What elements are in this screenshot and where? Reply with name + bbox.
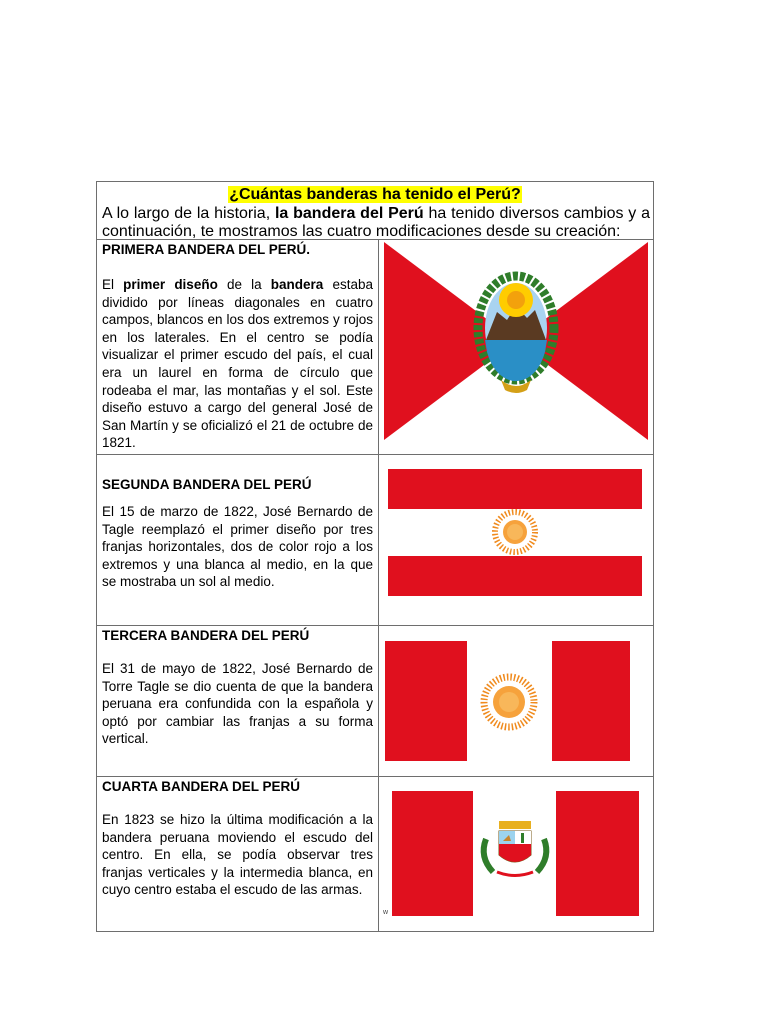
intro-paragraph: A lo largo de la historia, la bandera del Perú ha tenido diversos cambios y a continuación, te mostramos las cuatro modificaciones desde su creación: (102, 205, 651, 240)
flag-row-1-body: El primer diseño de la bandera estaba dividido por líneas diagonales en cuatro campos, blancos en los dos extremos y rojos en los laterales. En el centro se podía visualizar el primer escudo del país, el cual era un laurel en forma de círculo que rodeaba el mar, las montañas y el sol. Este diseño estuvo a cargo del general José de San Martín y se oficializó el 21 de octubre de 1821. (102, 277, 373, 451)
flag-row-2-body: El 15 de marzo de 1822, José Bernardo de Tagle reemplazó el primer diseño por tres franjas horizontales, dos de color rojo a los extremos y una blanca al medio, en la que se mostraba un sol al medio. (102, 504, 373, 590)
fourth-flag (379, 777, 653, 931)
third-flag (379, 626, 653, 777)
flag-row-3 (97, 626, 653, 777)
flag-row-3-body: El 31 de mayo de 1822, José Bernardo de Torre Tagle se dio cuenta de que la bandera peruana era confundida con la española y optó por cambiar las franjas a su forma vertical. (102, 661, 373, 747)
flag-row-1-image (379, 240, 653, 454)
flag-row-2-title: SEGUNDA BANDERA DEL PERÚ (102, 477, 312, 492)
flag-row-4-body: En 1823 se hizo la última modificación a la bandera peruana moviendo el escudo del centro. En ella, se podía observar tres franjas verticales y la intermedia blanca, en cuyo centro estaba el escudo de las armas. (102, 812, 373, 898)
flag-row-1-text (97, 240, 379, 454)
flag-row-4-title: CUARTA BANDERA DEL PERÚ (102, 779, 301, 794)
first-flag (379, 240, 653, 455)
intro-bold: la bandera del Perú (274, 205, 424, 222)
flag-row-2 (97, 455, 653, 626)
flag-row-2-text (97, 455, 379, 625)
flag-row-1 (97, 240, 653, 455)
flag-row-4 (97, 777, 653, 931)
table-header (97, 182, 653, 240)
flags-table (96, 181, 654, 932)
flag-row-3-title: TERCERA BANDERA DEL PERÚ (102, 628, 310, 643)
page-title: ¿Cuántas banderas ha tenido el Perú? (229, 186, 521, 203)
watermark-mark: w (383, 909, 389, 916)
flag-row-2-image (379, 455, 653, 625)
flag-row-3-text (97, 626, 379, 776)
flag-row-4-image (379, 777, 653, 931)
flag-row-4-text (97, 777, 379, 931)
second-flag (379, 455, 653, 626)
flag-row-3-image (379, 626, 653, 776)
flag-row-1-title: PRIMERA BANDERA DEL PERÚ. (102, 242, 311, 257)
